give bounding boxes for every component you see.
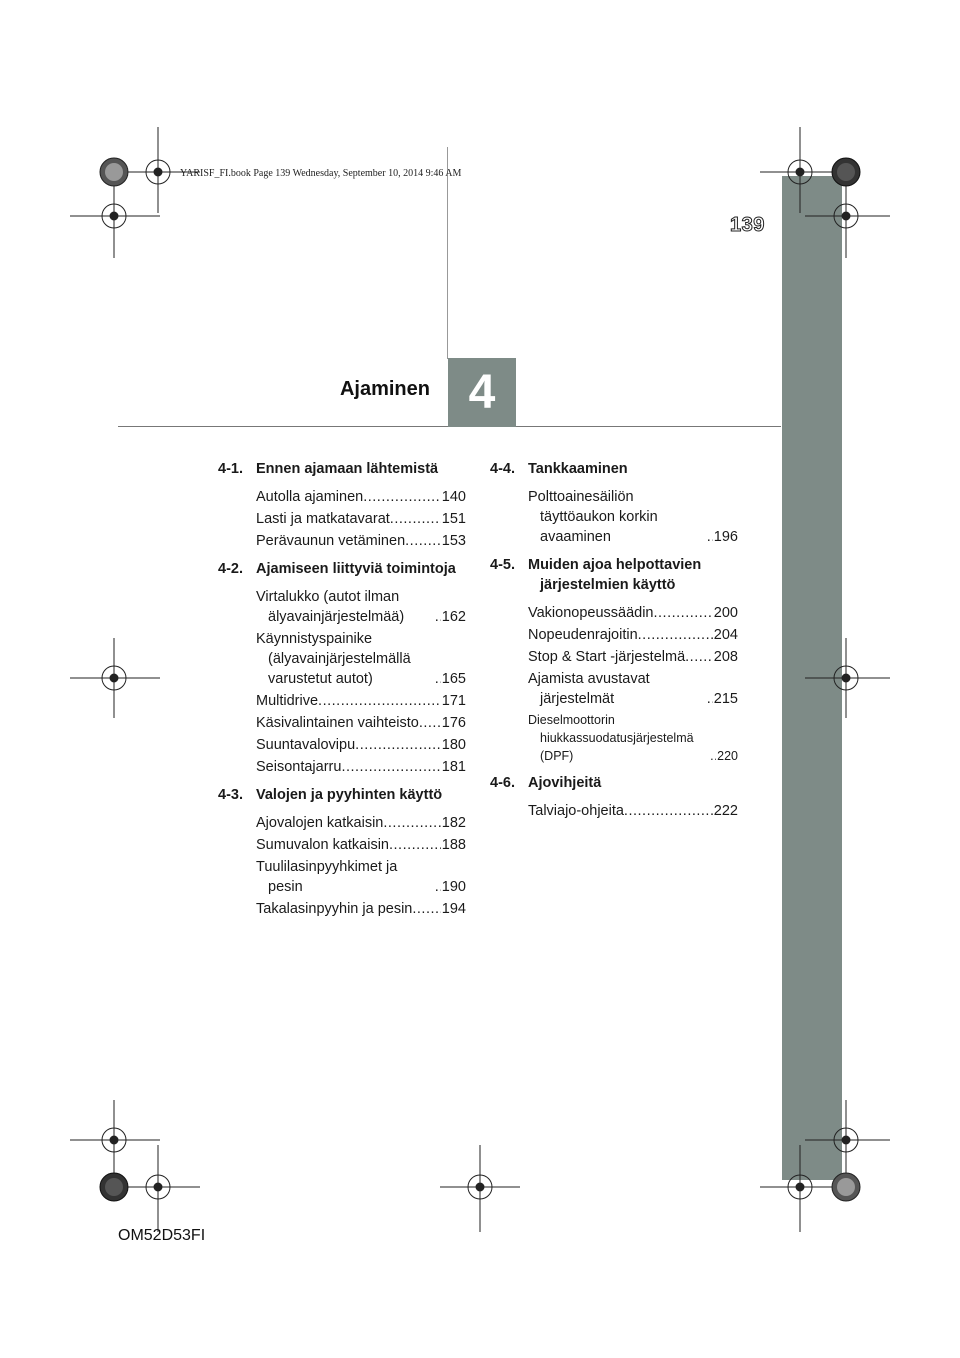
toc-leader-dots <box>654 603 713 623</box>
toc-entry-page: 180 <box>441 737 466 753</box>
toc-section-title: Ajovihjeitä <box>528 775 602 791</box>
toc-section-title: Ajamiseen liittyviä toimintoja <box>256 561 456 577</box>
starburst-disc-icon <box>100 1173 128 1201</box>
toc-entry-title: Dieselmoottorin hiukkassuodatusjärjestelmä (DPF) <box>528 713 694 763</box>
toc-entry-title: Takalasinpyyhin ja pesin <box>256 901 413 917</box>
toc-entry[interactable] <box>256 691 466 711</box>
crosshair-icon <box>440 1145 520 1232</box>
page-number: 139 <box>730 214 765 236</box>
toc-entry-page: 196 <box>713 529 738 545</box>
toc-entry[interactable] <box>528 647 738 667</box>
toc-entry-title: Stop & Start -järjestelmä <box>528 649 686 665</box>
toc-section-number: 4-2. <box>218 561 243 577</box>
toc-entry-page: 194 <box>441 901 466 917</box>
toc-entry[interactable] <box>528 603 738 623</box>
toc-entry-title: Lasti ja matkatavarat <box>256 511 390 527</box>
chapter-number-box <box>448 358 516 427</box>
toc-entry[interactable] <box>256 835 466 855</box>
toc-entry[interactable] <box>528 487 738 547</box>
toc-entry-title: Tuulilasinpyyhkimet ja pesin <box>256 859 398 895</box>
toc-entry-page: 182 <box>441 815 466 831</box>
chapter-number: 4 <box>468 366 496 419</box>
toc-entry-page: 220 <box>717 749 738 763</box>
toc-entry-title: Multidrive <box>256 693 319 709</box>
book-header-line: YARISF_FI.book Page 139 Wednesday, September 10, 2014 9:46 AM <box>180 168 462 179</box>
toc-entry-page: 215 <box>713 691 738 707</box>
toc-leader-dots <box>318 691 441 711</box>
toc-section-heading[interactable] <box>218 785 466 805</box>
toc-entry-title: Sumuvalon katkaisin <box>256 837 389 853</box>
toc-leader-dots <box>419 713 441 733</box>
toc-entry-title: Polttoainesäiliön täyttöaukon korkin avaaminen <box>528 489 658 545</box>
toc-section-heading[interactable] <box>490 773 738 793</box>
toc-entry-page: 176 <box>441 715 466 731</box>
toc-entry-title: Perävaunun vetäminen <box>256 533 406 549</box>
toc-entry-page: 181 <box>441 759 466 775</box>
toc-entry[interactable] <box>528 625 738 645</box>
toc-entry-title: Käynnistyspainike (älyavainjärjestelmällä varustetut autot) <box>256 631 411 687</box>
toc-entry-title: Virtalukko (autot ilman älyavainjärjestelmää) <box>256 589 405 625</box>
toc-entry-page: 171 <box>441 693 466 709</box>
toc-section-title: Valojen ja pyyhinten käyttö <box>256 787 443 803</box>
toc-entry-title: Vakionopeussäädin <box>528 605 654 621</box>
toc-section-number: 4-3. <box>218 787 243 803</box>
toc-section-title: Tankkaaminen <box>528 461 628 477</box>
toc-entry[interactable] <box>256 735 466 755</box>
toc-column-left <box>218 459 466 927</box>
toc-entry-page: 190 <box>441 879 466 895</box>
toc-entry-page: 165 <box>441 671 466 687</box>
crosshair-icon <box>70 1100 160 1185</box>
toc-entry-page: 204 <box>713 627 738 643</box>
toc-section-number: 4-5. <box>490 557 515 573</box>
toc-entry[interactable] <box>528 801 738 821</box>
document-code: OM52D53FI <box>118 1227 206 1244</box>
toc-leader-dots <box>405 531 441 551</box>
toc-section-heading[interactable] <box>218 459 466 479</box>
toc-leader-dots <box>638 625 713 645</box>
crosshair-icon <box>805 638 890 718</box>
toc-entry-title: Talviajo-ohjeita <box>528 803 624 819</box>
toc-section-number: 4-1. <box>218 461 243 477</box>
toc-section-number: 4-6. <box>490 775 515 791</box>
crosshair-icon <box>70 638 160 718</box>
toc-leader-dots <box>341 757 440 777</box>
toc-entry[interactable] <box>256 587 466 627</box>
toc-entry-page: 200 <box>713 605 738 621</box>
crosshair-icon <box>805 1100 890 1185</box>
toc-leader-dots <box>685 647 713 667</box>
toc-entry[interactable] <box>256 713 466 733</box>
toc-leader-dots <box>383 813 440 833</box>
toc-entry[interactable] <box>256 487 466 507</box>
toc-entry[interactable] <box>256 857 466 897</box>
toc-entry[interactable] <box>256 531 466 551</box>
starburst-disc-icon <box>832 158 860 186</box>
toc-entry[interactable] <box>256 629 466 689</box>
toc-leader-dots <box>412 899 440 919</box>
toc-entry[interactable] <box>256 509 466 529</box>
toc-entry-title: Nopeudenrajoitin <box>528 627 638 643</box>
toc-entry-title: Ajamista avustavat järjestelmät <box>528 671 650 707</box>
toc-leader-dots <box>355 735 441 755</box>
toc-entry[interactable] <box>528 669 738 709</box>
toc-section-heading[interactable] <box>490 459 738 479</box>
toc-section-title: Muiden ajoa helpottavien järjestelmien käyttö <box>528 557 702 593</box>
toc-column-right <box>490 459 738 829</box>
toc-entry[interactable] <box>256 757 466 777</box>
toc-entry-page: 208 <box>713 649 738 665</box>
toc-entry[interactable] <box>528 711 738 765</box>
starburst-disc-icon <box>832 1173 860 1201</box>
toc-entry[interactable] <box>256 813 466 833</box>
toc-entry-page: 188 <box>441 837 466 853</box>
toc-entry-title: Suuntavalovipu <box>256 737 356 753</box>
toc-entry-page: 140 <box>441 489 466 505</box>
toc-entry-title: Autolla ajaminen <box>256 489 364 505</box>
toc-entry[interactable] <box>256 899 466 919</box>
toc-entry-title: Seisontajarru <box>256 759 342 775</box>
chapter-title: Ajaminen <box>339 378 430 400</box>
toc-entry-page: 222 <box>713 803 738 819</box>
toc-section-number: 4-4. <box>490 461 515 477</box>
toc-entry-page: 151 <box>441 511 466 527</box>
toc-entry-page: 162 <box>441 609 466 625</box>
toc-entry-title: Käsivalintainen vaihteisto <box>256 715 419 731</box>
crosshair-icon <box>120 1145 200 1232</box>
toc-section-title: Ennen ajamaan lähtemistä <box>256 461 439 477</box>
toc-leader-dots <box>363 487 441 507</box>
crosshair-icon <box>760 1145 840 1232</box>
starburst-disc-icon <box>100 158 128 186</box>
toc-entry-title: Ajovalojen katkaisin <box>256 815 384 831</box>
crosshair-icon <box>760 127 840 213</box>
toc-section-heading[interactable] <box>490 555 738 595</box>
toc-leader-dots <box>389 835 441 855</box>
toc-leader-dots <box>624 801 713 821</box>
toc-leader-dots <box>390 509 441 529</box>
toc-section-heading[interactable] <box>218 559 466 579</box>
toc-entry-page: 153 <box>441 533 466 549</box>
